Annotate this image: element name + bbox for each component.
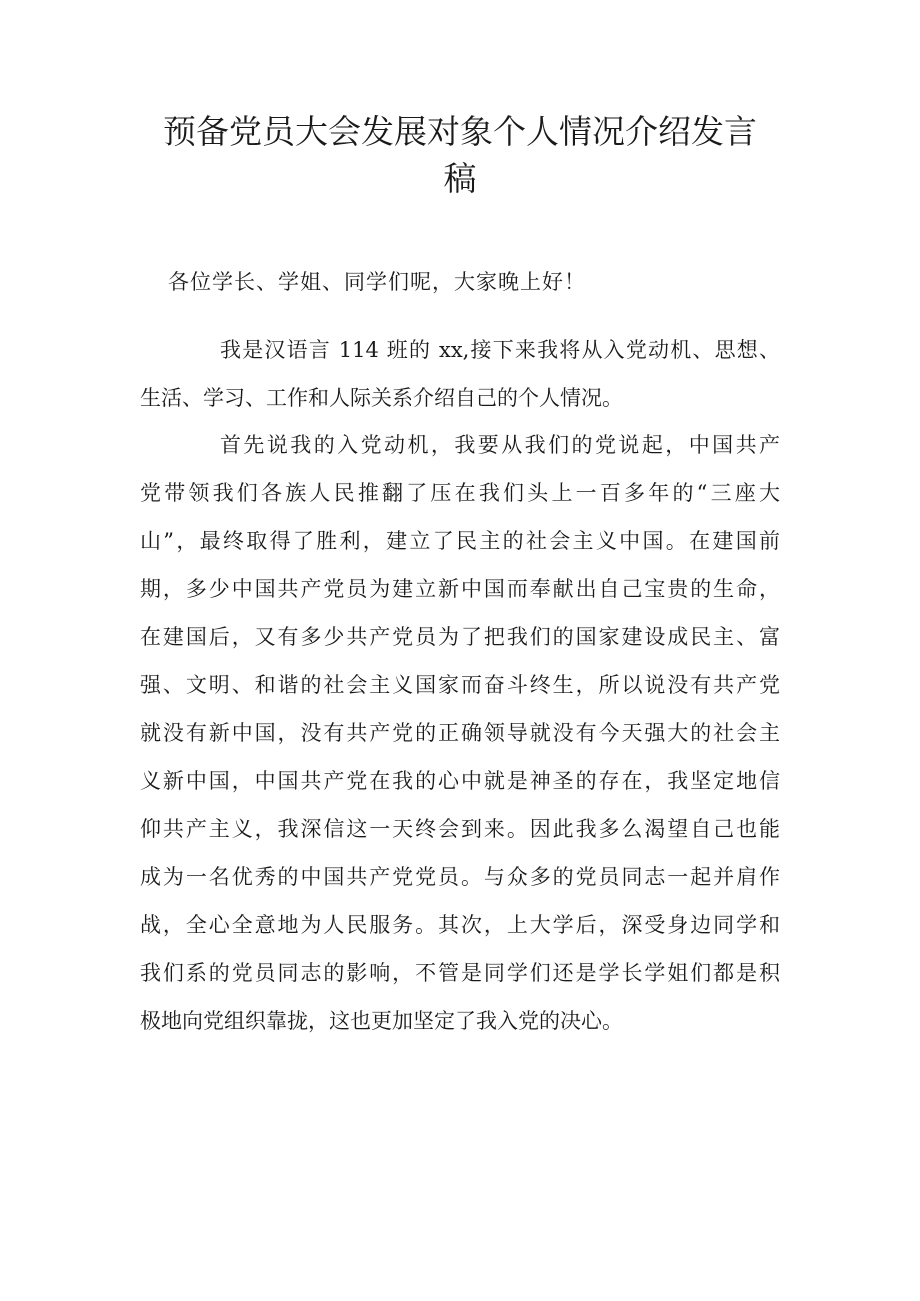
paragraph-line: 义新中国，中国共产党在我的心中就是神圣的存在，我坚定地信 xyxy=(140,769,780,793)
paragraph-line: 首先说我的入党动机，我要从我们的党说起，中国共产 xyxy=(220,433,780,457)
paragraph-line: 仰共产主义，我深信这一天终会到来。因此我多么渴望自己也能 xyxy=(140,817,780,841)
paragraph-line: 山”，最终取得了胜利，建立了民主的社会主义中国。在建国前 xyxy=(140,529,780,553)
title-line: 预备党员大会发展对象个人情况介绍发言 xyxy=(163,112,757,151)
paragraph-line: 党带领我们各族人民推翻了压在我们头上一百多年的“三座大 xyxy=(140,481,780,505)
paragraph-intro xyxy=(140,326,780,422)
paragraph-line: 强、文明、和谐的社会主义国家而奋斗终生，所以说没有共产党 xyxy=(140,673,780,697)
document-title xyxy=(130,108,790,202)
paragraph-line: 就没有新中国，没有共产党的正确领导就没有今天强大的社会主 xyxy=(140,721,780,745)
paragraph-line: 在建国后，又有多少共产党员为了把我们的国家建设成民主、富 xyxy=(140,625,780,649)
paragraph-line: 战，全心全意地为人民服务。其次，上大学后，深受身边同学和 xyxy=(140,913,780,937)
paragraph-motivation xyxy=(140,421,780,1045)
paragraph-line: 我是汉语言 114 班的 xx,接下来我将从入党动机、思想、 xyxy=(220,338,780,362)
paragraph-line: 生活、学习、工作和人际关系介绍自己的个人情况。 xyxy=(140,386,623,410)
title-line: 稿 xyxy=(443,159,477,198)
greeting: 各位学长、学姐、同学们呢，大家晚上好！ xyxy=(168,270,586,294)
paragraph-line: 期，多少中国共产党员为建立新中国而奉献出自己宝贵的生命， xyxy=(140,577,780,601)
paragraph-line: 极地向党组织靠拢，这也更加坚定了我入党的决心。 xyxy=(140,1009,623,1033)
paragraph-line: 我们系的党员同志的影响，不管是同学们还是学长学姐们都是积 xyxy=(140,961,780,985)
paragraph-line: 成为一名优秀的中国共产党党员。与众多的党员同志一起并肩作 xyxy=(140,865,780,889)
